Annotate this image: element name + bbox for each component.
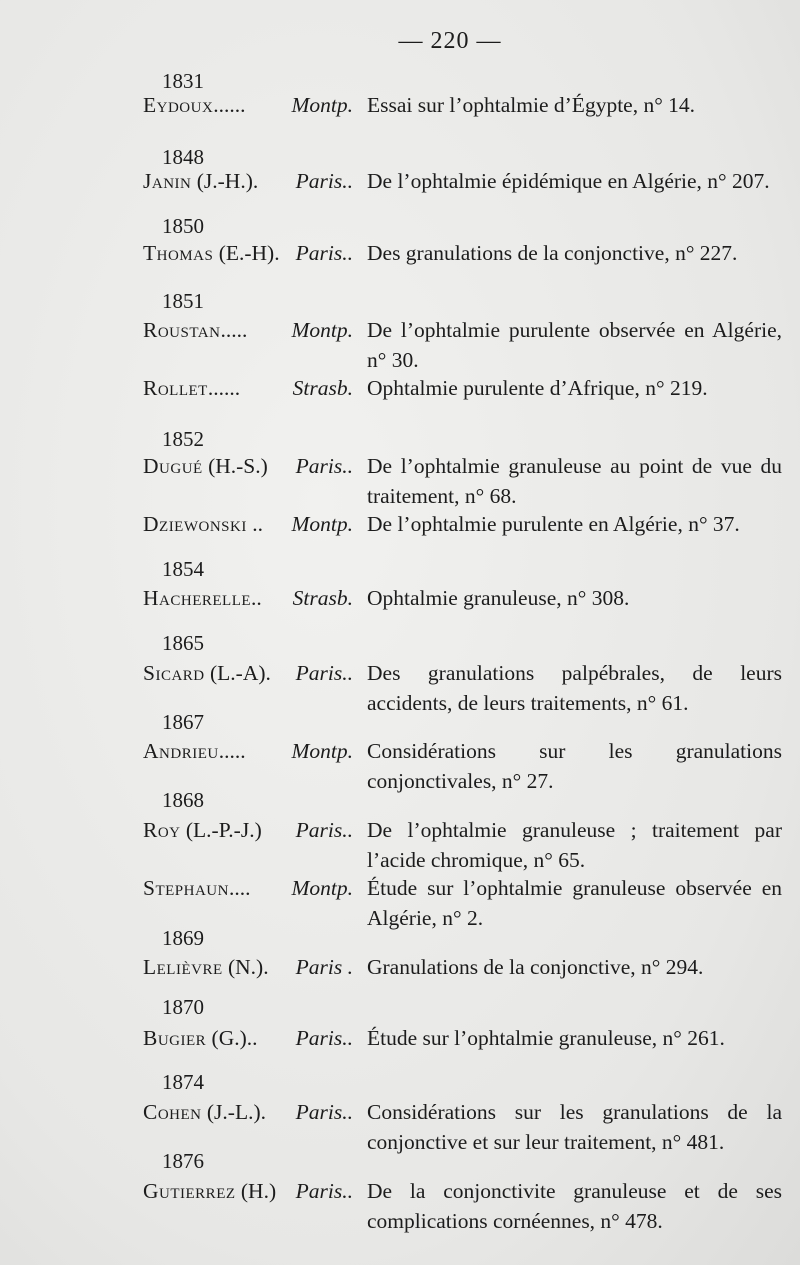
entry-author: Eydoux...... bbox=[143, 93, 246, 117]
year-label: 1854 bbox=[162, 557, 204, 581]
entry-author: Thomas (E.-H). bbox=[143, 241, 280, 265]
entry-title: Granulations de la conjonctive, n° 294. bbox=[367, 955, 704, 979]
entry-title: Considérations sur les granulations conjonctivales, n° 27. bbox=[367, 739, 782, 793]
entry-author: Roustan..... bbox=[143, 318, 248, 342]
entry-faculty: Paris . bbox=[295, 955, 353, 979]
entry-faculty: Montp. bbox=[291, 876, 353, 900]
entry-faculty: Paris.. bbox=[295, 241, 353, 265]
year-label: 1851 bbox=[162, 289, 204, 313]
entry-faculty: Paris.. bbox=[295, 661, 353, 685]
entry-author: Cohen (J.-L.). bbox=[143, 1100, 266, 1124]
entry-author: Rollet...... bbox=[143, 376, 241, 400]
entry-title: Considérations sur les granulations de la conjonctive et sur leur traitement, n° 481. bbox=[367, 1100, 782, 1154]
entry-faculty: Paris.. bbox=[295, 169, 353, 193]
entry-faculty: Montp. bbox=[291, 739, 353, 763]
entry-title: De la conjonctivite granuleuse et de ses complications cornéennes, n° 478. bbox=[367, 1179, 782, 1233]
entry-title: Ophtalmie granuleuse, n° 308. bbox=[367, 586, 630, 610]
year-label: 1865 bbox=[162, 631, 204, 655]
entry-author: Bugier (G.).. bbox=[143, 1026, 258, 1050]
entry-faculty: Paris.. bbox=[295, 1026, 353, 1050]
entry-author: Stephaun.... bbox=[143, 876, 251, 900]
year-label: 1831 bbox=[162, 69, 204, 93]
entry-author: Dugué (H.-S.) bbox=[143, 454, 268, 478]
year-label: 1868 bbox=[162, 788, 204, 812]
entry-faculty: Paris.. bbox=[295, 1100, 353, 1124]
entry-author: Dziewonski .. bbox=[143, 512, 263, 536]
entry-faculty: Paris.. bbox=[295, 818, 353, 842]
entry-author: Hacherelle.. bbox=[143, 586, 262, 610]
entry-title: De l’ophtalmie granuleuse ; traitement par l’acide chromique, n° 65. bbox=[367, 818, 782, 872]
year-label: 1848 bbox=[162, 145, 204, 169]
entry-author: Gutierrez (H.) bbox=[143, 1179, 277, 1203]
entry-title: Étude sur l’ophtalmie granuleuse observée en Algérie, n° 2. bbox=[367, 876, 782, 930]
year-label: 1876 bbox=[162, 1149, 204, 1173]
entry-title: De l’ophtalmie granuleuse au point de vue du traitement, n° 68. bbox=[367, 454, 782, 508]
year-label: 1869 bbox=[162, 926, 204, 950]
year-label: 1870 bbox=[162, 995, 204, 1019]
year-label: 1850 bbox=[162, 214, 204, 238]
entry-author: Lelièvre (N.). bbox=[143, 955, 269, 979]
entry-title: De l’ophtalmie purulente en Algérie, n° 37. bbox=[367, 512, 740, 536]
year-label: 1874 bbox=[162, 1070, 204, 1094]
entry-author: Sicard (L.-A). bbox=[143, 661, 271, 685]
entry-faculty: Paris.. bbox=[295, 1179, 353, 1203]
entry-author: Janin (J.-H.). bbox=[143, 169, 259, 193]
entry-faculty: Montp. bbox=[291, 93, 353, 117]
page-number: — 220 — bbox=[398, 28, 502, 54]
entry-author: Roy (L.-P.-J.) bbox=[143, 818, 262, 842]
entry-title: Essai sur l’ophtalmie d’Égypte, n° 14. bbox=[367, 93, 696, 117]
entry-faculty: Montp. bbox=[291, 512, 353, 536]
entry-author: Andrieu..... bbox=[143, 739, 246, 763]
entry-faculty: Strasb. bbox=[292, 376, 353, 400]
entry-title: Étude sur l’ophtalmie granuleuse, n° 261. bbox=[367, 1026, 725, 1050]
entry-title: De l’ophtalmie purulente observée en Algérie, n° 30. bbox=[367, 318, 782, 372]
entry-faculty: Strasb. bbox=[292, 586, 353, 610]
entry-title: Des granulations de la conjonctive, n° 227. bbox=[367, 241, 738, 265]
year-label: 1867 bbox=[162, 710, 204, 734]
entry-faculty: Montp. bbox=[291, 318, 353, 342]
entry-title: Ophtalmie purulente d’Afrique, n° 219. bbox=[367, 376, 708, 400]
entry-title: De l’ophtalmie épidémique en Algérie, n° 207. bbox=[367, 169, 770, 193]
entry-faculty: Paris.. bbox=[295, 454, 353, 478]
year-label: 1852 bbox=[162, 427, 204, 451]
entry-title: Des granulations palpébrales, de leurs accidents, de leurs traitements, n° 61. bbox=[367, 661, 782, 715]
